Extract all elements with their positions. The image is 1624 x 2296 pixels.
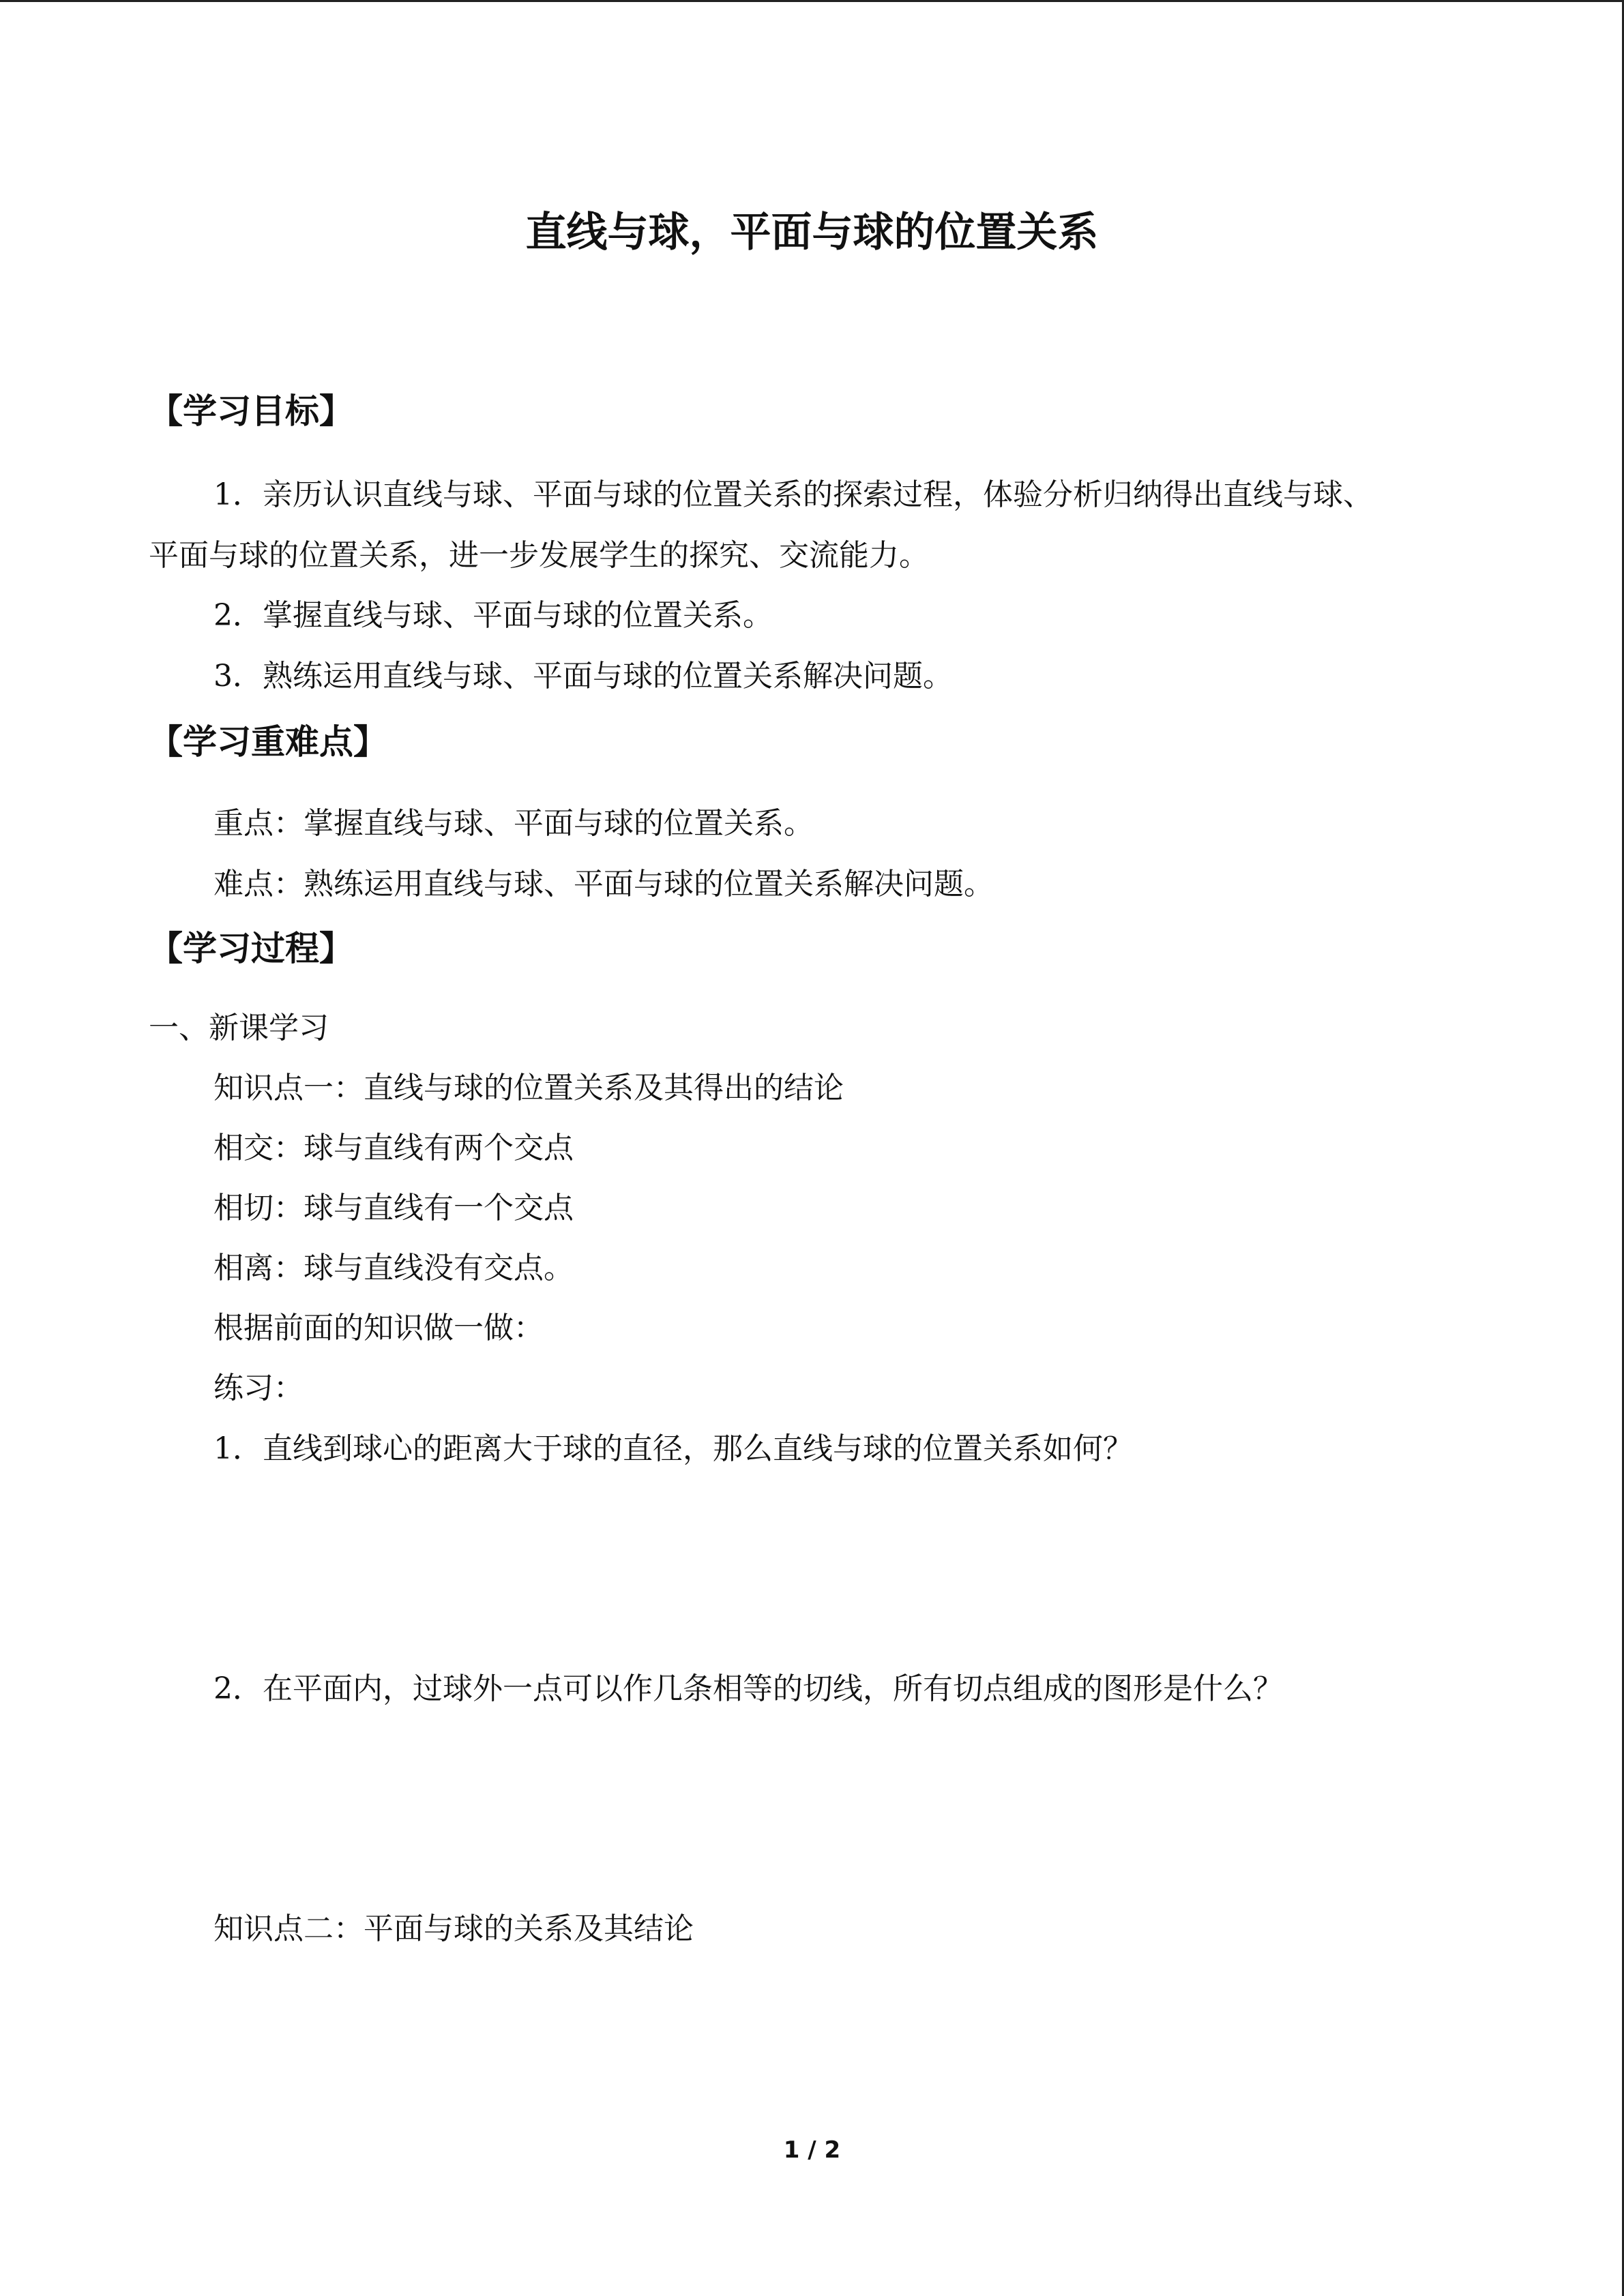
practice-prompt: 根据前面的知识做一做： (213, 1311, 544, 1345)
subsection-new-lesson: 一、新课学习 (149, 1011, 329, 1045)
exercise-label: 练习： (213, 1371, 304, 1405)
knowledge-point-2: 知识点二：平面与球的关系及其结论 (213, 1911, 694, 1946)
objective-1-line-2: 平面与球的位置关系，进一步发展学生的探究、交流能力。 (149, 538, 929, 573)
question-2: 2．在平面内，过球外一点可以作几条相等的切线，所有切点组成的图形是什么？ (213, 1671, 1283, 1706)
question-1: 1．直线到球心的距离大于球的直径，那么直线与球的位置关系如何？ (213, 1431, 1133, 1466)
objective-2: 2．掌握直线与球、平面与球的位置关系。 (213, 598, 773, 633)
knowledge-point-1: 知识点一：直线与球的位置关系及其得出的结论 (213, 1071, 844, 1105)
objective-1-line-1: 1．亲历认识直线与球、平面与球的位置关系的探索过程，体验分析归纳得出直线与球、 (213, 477, 1373, 512)
page-number: 1 / 2 (783, 2136, 841, 2164)
key-point: 重点：掌握直线与球、平面与球的位置关系。 (213, 806, 814, 841)
difficult-point: 难点：熟练运用直线与球、平面与球的位置关系解决问题。 (213, 867, 994, 901)
relation-intersect: 相交：球与直线有两个交点 (213, 1131, 574, 1165)
heading-objectives: 【学习目标】 (149, 391, 353, 431)
relation-separate: 相离：球与直线没有交点。 (213, 1251, 574, 1285)
page-title: 直线与球，平面与球的位置关系 (525, 209, 1099, 256)
heading-key-points: 【学习重难点】 (149, 722, 387, 762)
heading-process: 【学习过程】 (149, 929, 353, 968)
relation-tangent: 相切：球与直线有一个交点 (213, 1191, 574, 1225)
objective-3: 3．熟练运用直线与球、平面与球的位置关系解决问题。 (213, 659, 953, 694)
